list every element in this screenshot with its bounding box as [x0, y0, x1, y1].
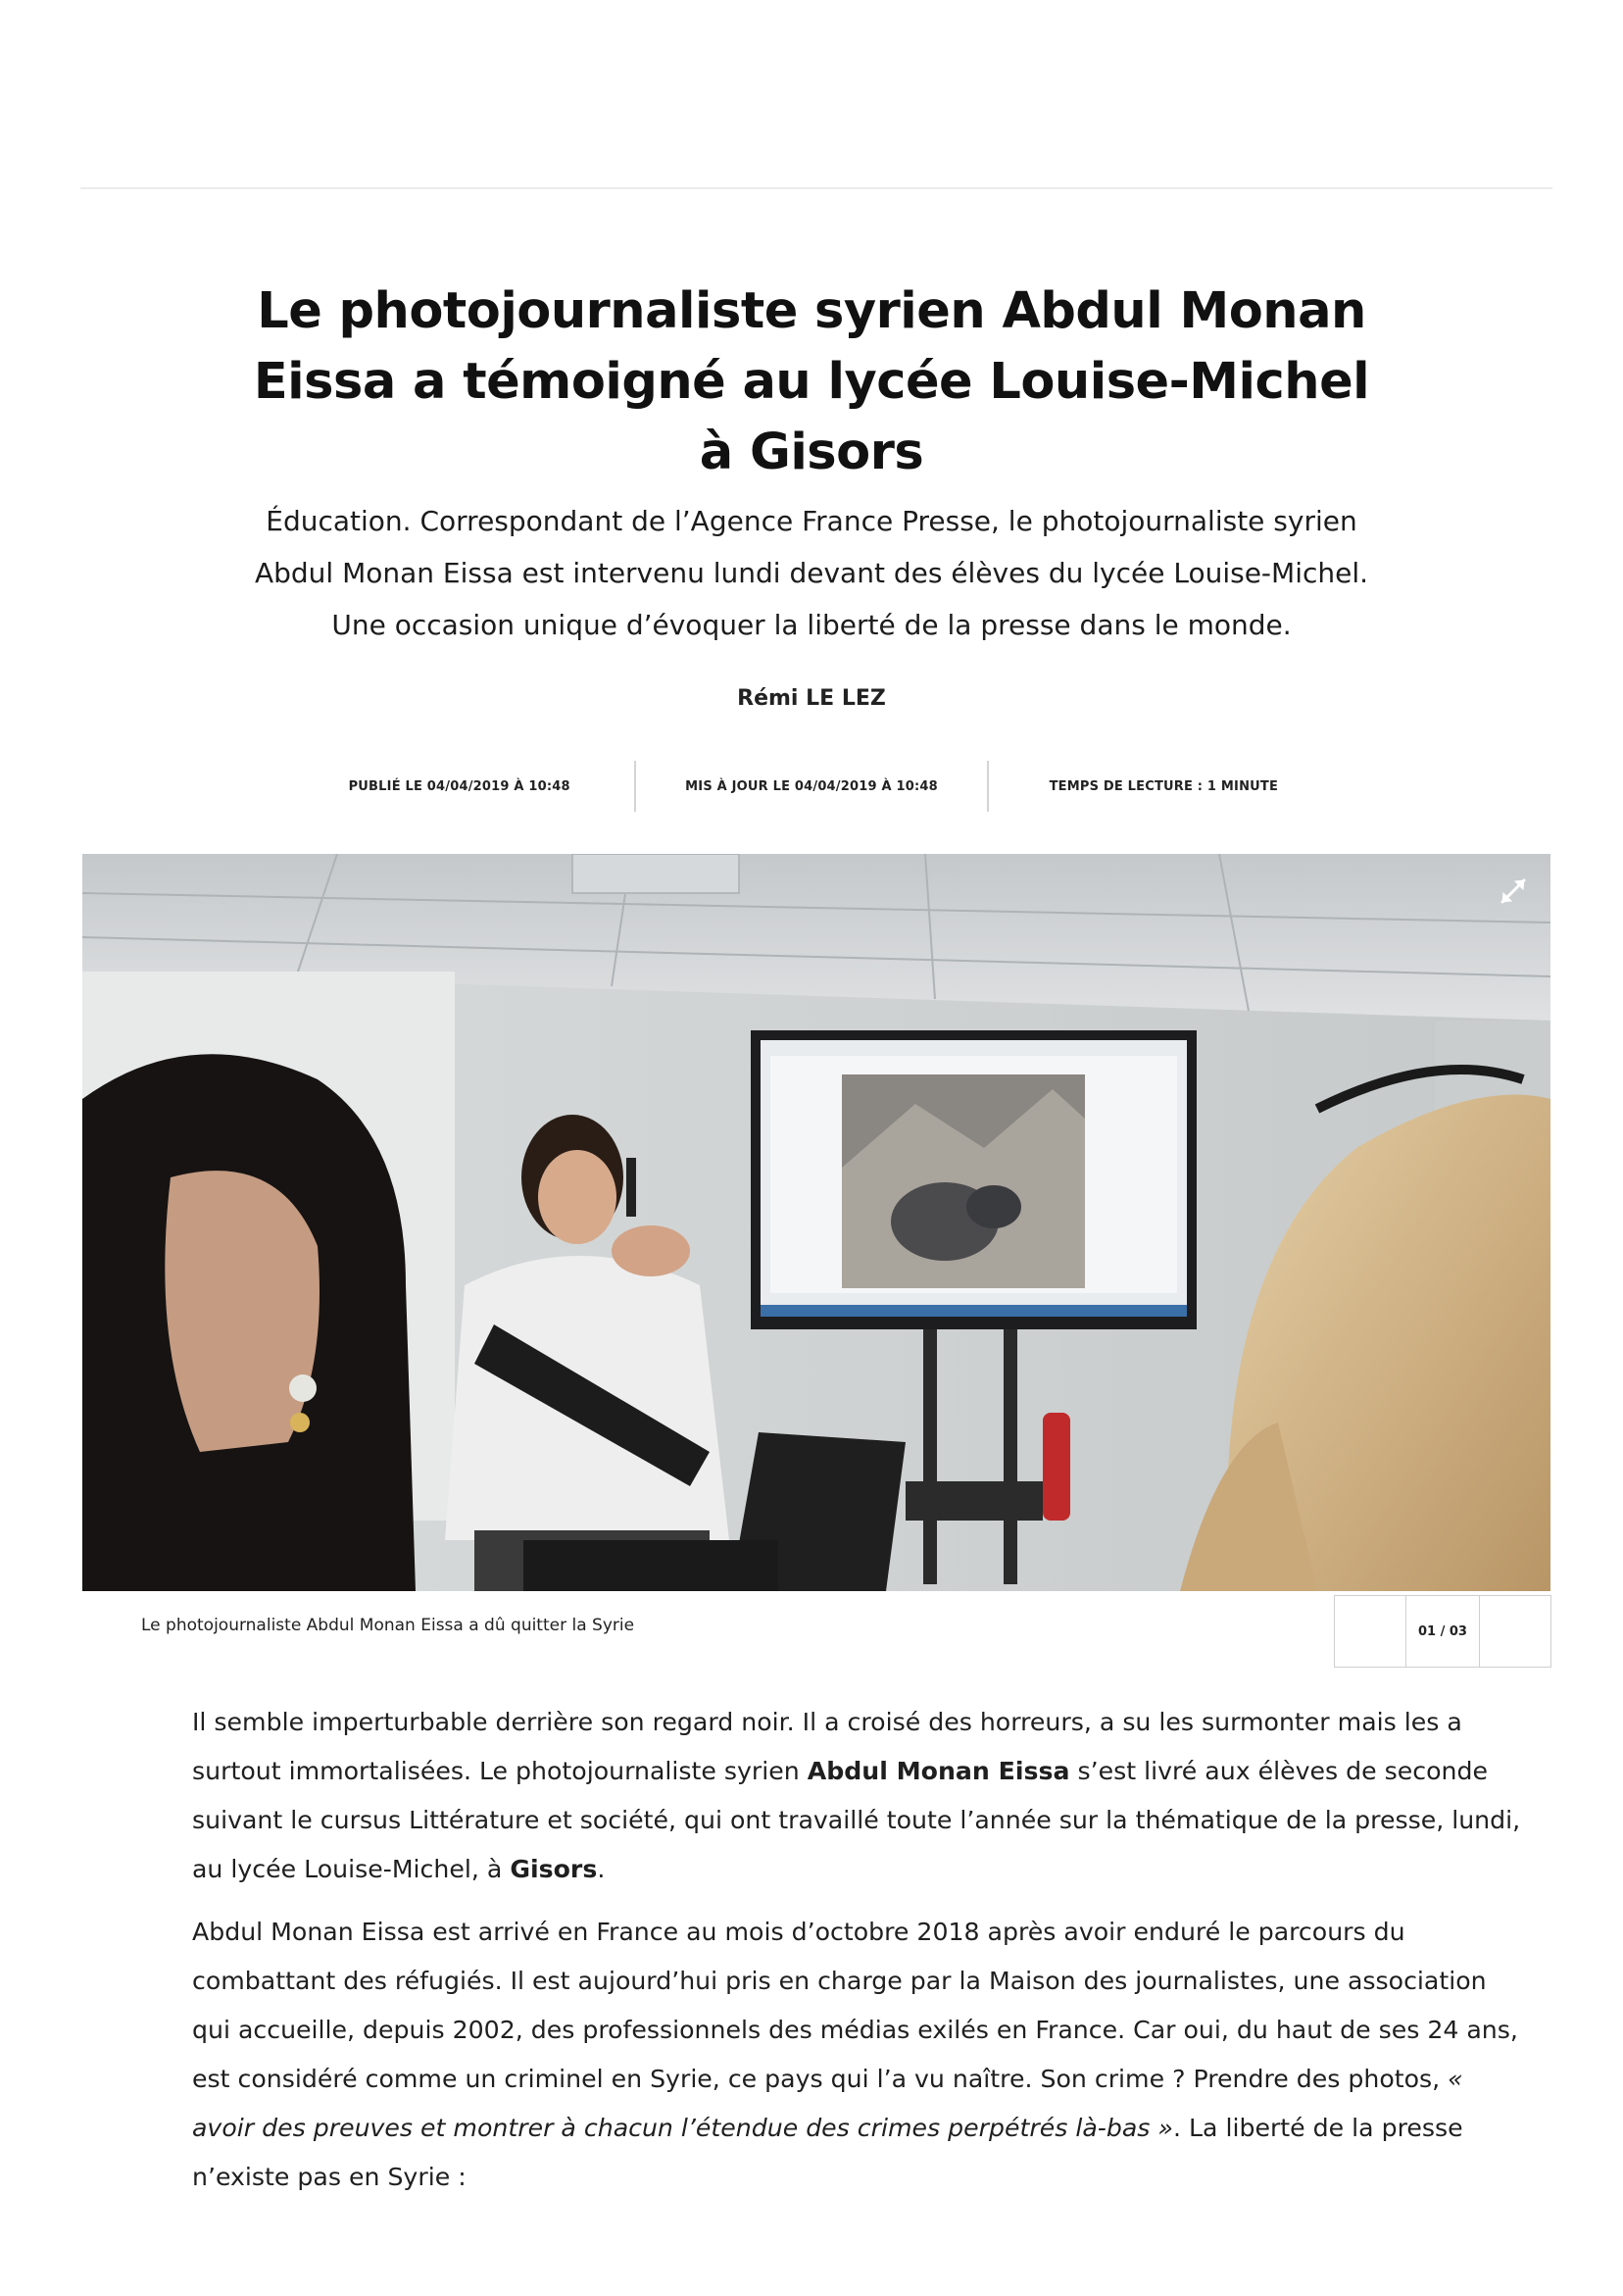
body-text-span: Abdul Monan Eissa est arrivé en France au mois d’octobre 2018 après avoir enduré le parcours du combattant des réfugiés. Il est aujourd’hui pris en charge par la Maison des journalistes, une association qui accueille, depuis 2002, des professionnels des médias exilés en France. Car oui, du haut de ses 24 ans, est considéré comme un criminel en Syrie, ce pays qui l’a vu naître. Son crime ? Prendre des photos, [192, 1918, 1518, 2093]
body-text-span: Il semble imperturbable derrière son regard noir. Il a croisé des horreurs, a su les surmonter mais les a surtout immortalisées. Le photojournaliste syrien [192, 1708, 1462, 1785]
article-chapo: Éducation. Correspondant de l’Agence France Presse, le photojournaliste syrien Abdul Monan Eissa est intervenu lundi devant des élèves du lycée Louise-Michel. Une occasion unique d’évoquer la liberté de la presse dans le monde. [254, 505, 1369, 641]
gallery-pager [1334, 1595, 1551, 1668]
author-name[interactable]: Rémi LE LEZ [737, 686, 886, 711]
published-date: PUBLIÉ LE 04/04/2019 À 10:48 [348, 778, 570, 794]
photo-caption: Le photojournaliste Abdul Monan Eissa a dû quitter la Syrie [141, 1616, 635, 1635]
article-title: Le photojournaliste syrien Abdul Monan Eissa a témoigné au lycée Louise-Michel à Gisors [253, 282, 1370, 481]
classroom-photo-illustration [82, 854, 1550, 1591]
reading-time: TEMPS DE LECTURE : 1 MINUTE [1049, 778, 1279, 794]
body-paragraph [192, 1698, 1525, 1894]
article-meta-bar [284, 761, 1339, 812]
person-name-link[interactable]: Abdul Monan Eissa [807, 1757, 1070, 1785]
body-text-span: . [597, 1855, 606, 1883]
gallery-prev-button[interactable] [1335, 1596, 1406, 1667]
updated-date: MIS À JOUR LE 04/04/2019 À 10:48 [685, 778, 938, 794]
header-divider [80, 187, 1552, 189]
body-text-span: s’est livré aux élèves de seconde suivant le cursus Littérature et société, qui ont travaillé toute l’année sur la thématique de la presse, lundi, au lycée Louise-Michel, à [192, 1757, 1521, 1883]
body-paragraph [192, 1908, 1525, 2202]
quote-text: « avoir des preuves et montrer à chacun l’étendue des crimes perpétrés là-bas » [192, 2065, 1463, 2142]
gallery-photo[interactable] [82, 854, 1550, 1591]
city-link[interactable]: Gisors [510, 1855, 598, 1883]
gallery-counter: 01 / 03 [1418, 1623, 1467, 1639]
article-body [192, 1698, 1525, 2216]
expand-icon[interactable] [1494, 872, 1533, 911]
gallery-next-button[interactable] [1479, 1596, 1550, 1667]
body-text-span: . La liberté de la presse n’existe pas en Syrie : [192, 2114, 1463, 2191]
